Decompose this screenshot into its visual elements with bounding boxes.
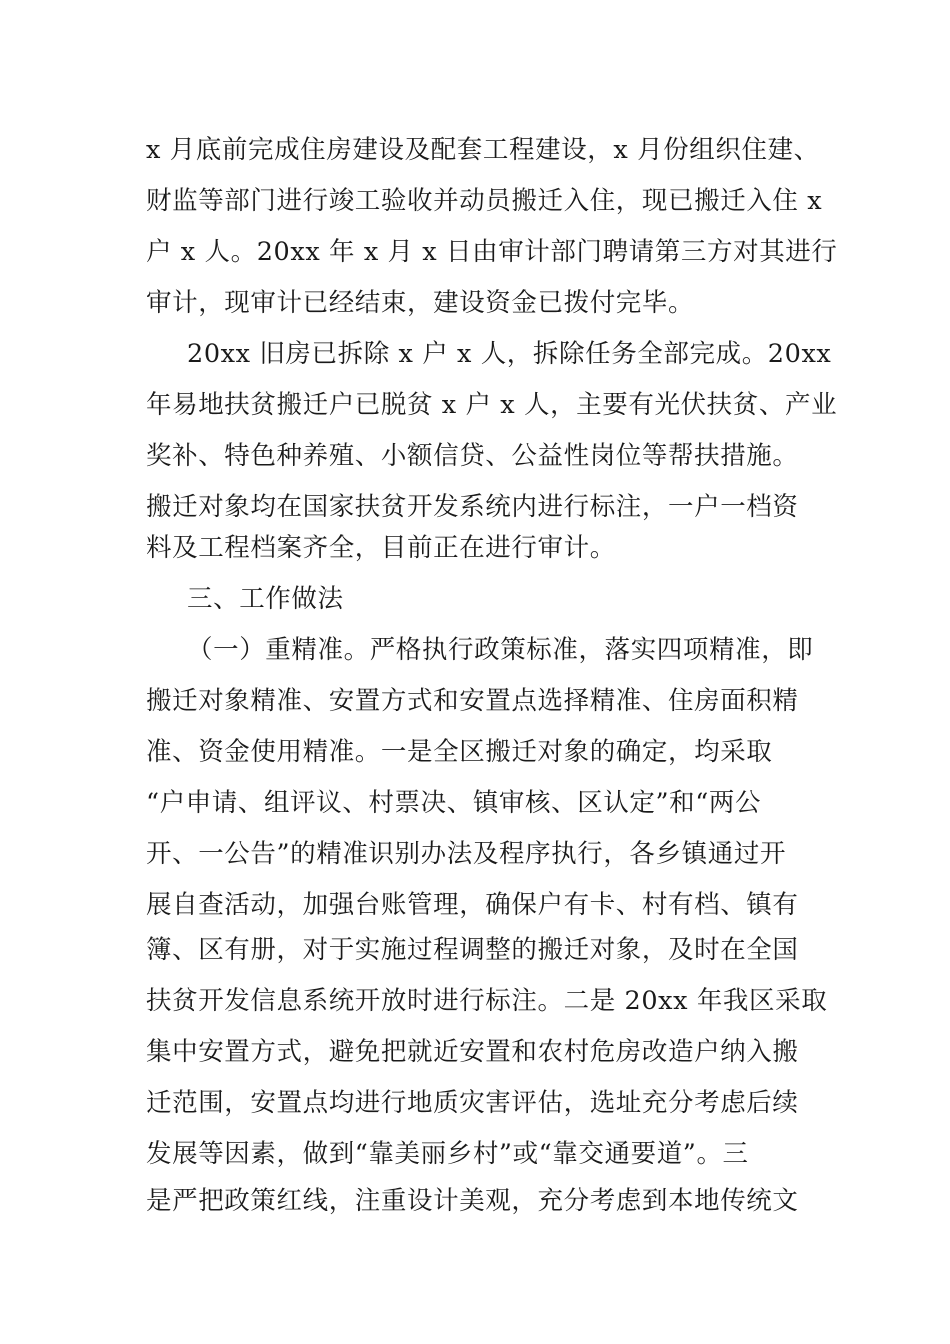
paragraph-first-line: （一）重精准。严格执行政策标准，落实四项精准，即 xyxy=(187,635,814,665)
text-line: 户 x 人。20xx 年 x 月 x 日由审计部门聘请第三方对其进行 xyxy=(146,237,838,267)
text-line: x 月底前完成住房建设及配套工程建设，x 月份组织住建、 xyxy=(146,135,820,165)
text-line: 财监等部门进行竣工验收并动员搬迁入住，现已搬迁入住 x xyxy=(146,186,823,216)
text-line: 迁范围，安置点均进行地质灾害评估，选址充分考虑后续 xyxy=(146,1088,799,1118)
text-line: 奖补、特色种养殖、小额信贷、公益性岗位等帮扶措施。 xyxy=(146,441,799,471)
text-line: 准、资金使用精准。一是全区搬迁对象的确定，均采取 xyxy=(146,737,773,767)
text-line: 展自查活动，加强台账管理，确保户有卡、村有档、镇有 xyxy=(146,890,799,920)
text-line: 簿、区有册，对于实施过程调整的搬迁对象，及时在全国 xyxy=(146,935,799,965)
paragraph-first-line: 20xx 旧房已拆除 x 户 x 人，拆除任务全部完成。20xx xyxy=(187,339,832,369)
text-line: 扶贫开发信息系统开放时进行标注。二是 20xx 年我区采取 xyxy=(146,986,828,1016)
text-line: 集中安置方式，避免把就近安置和农村危房改造户纳入搬 xyxy=(146,1037,799,1067)
text-line: 是严把政策红线，注重设计美观，充分考虑到本地传统文 xyxy=(146,1186,799,1216)
text-line: 审计，现审计已经结束，建设资金已拨付完毕。 xyxy=(146,288,695,318)
text-line: 搬迁对象精准、安置方式和安置点选择精准、住房面积精 xyxy=(146,686,799,716)
text-line: 料及工程档案齐全，目前正在进行审计。 xyxy=(146,533,616,563)
section-heading: 三、工作做法 xyxy=(187,584,344,614)
text-line: 发展等因素，做到“靠美丽乡村”或“靠交通要道”。三 xyxy=(146,1139,749,1169)
text-line: 搬迁对象均在国家扶贫开发系统内进行标注，一户一档资 xyxy=(146,492,799,522)
text-line: 年易地扶贫搬迁户已脱贫 x 户 x 人，主要有光伏扶贫、产业 xyxy=(146,390,838,420)
text-line: 开、一公告”的精准识别办法及程序执行，各乡镇通过开 xyxy=(146,839,787,869)
text-line: “户申请、组评议、村票决、镇审核、区认定”和“两公 xyxy=(146,788,762,818)
